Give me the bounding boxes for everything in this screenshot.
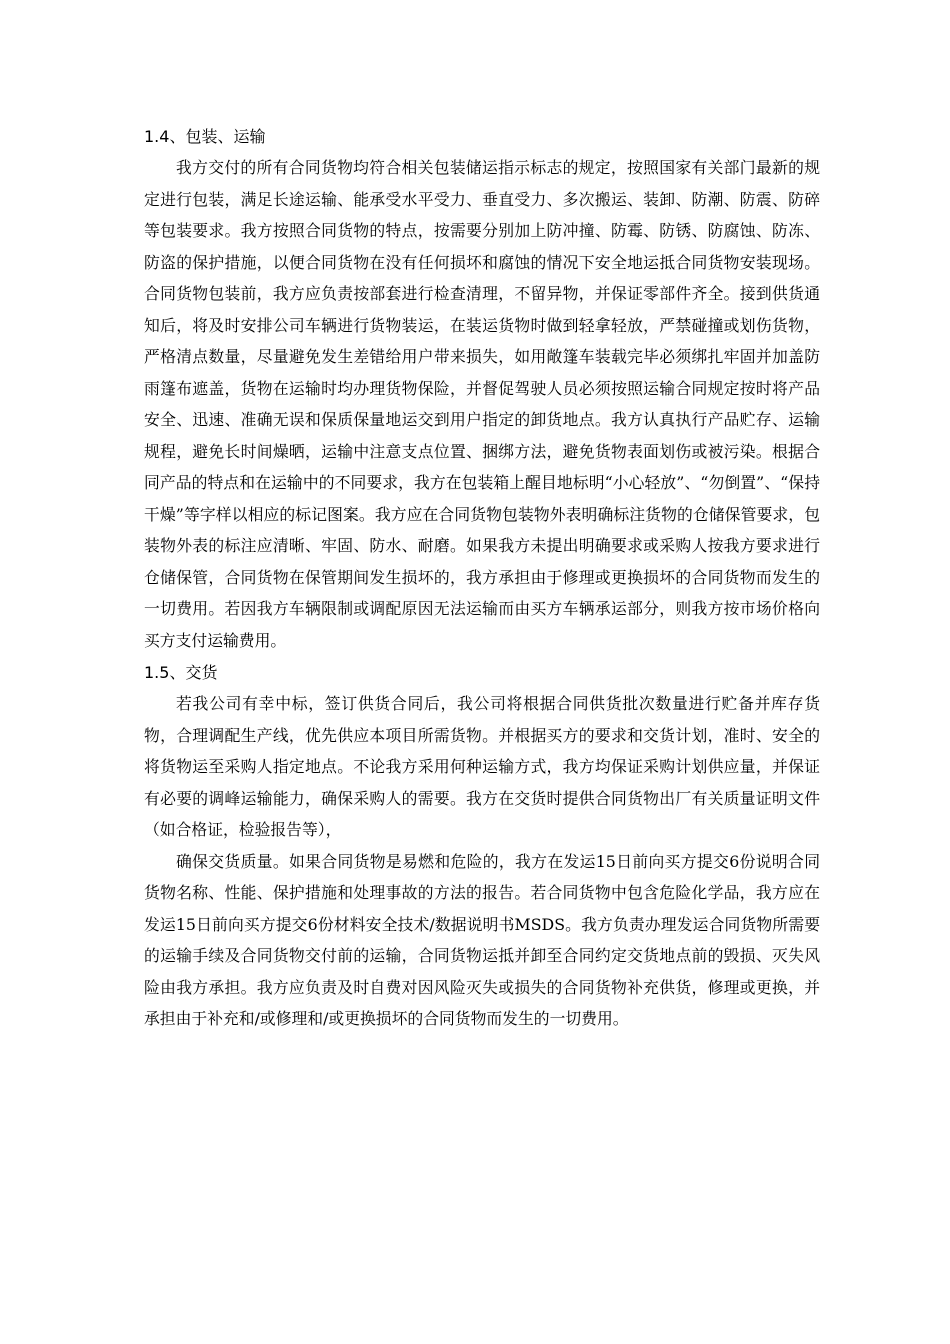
paragraph-delivery-1: 若我公司有幸中标，签订供货合同后，我公司将根据合同供货批次数量进行贮备并库存货物，合理调配生产线，优先供应本项目所需货物。并根据买方的要求和交货计划，准时、安全的将货物运至采购人指定地点。不论我方采用何种运输方式，我方均保证采购计划供应量，并保证有必要的调峰运输能力，确保采购人的需要。我方在交货时提供合同货物出厂有关质量证明文件（如合格证，检验报告等）， (144, 694, 820, 839)
paragraph-delivery-2: 确保交货质量。如果合同货物是易燃和危险的，我方在发运15日前向买方提交6份说明合同货物名称、性能、保护措施和处理事故的方法的报告。若合同货物中包含危险化学品，我方应在发运15日前向买方提交6份材料安全技术/数据说明书MSDS。我方负责办理发运合同货物所需要的运输手续及合同货物交付前的运输，合同货物运抵并卸至合同约定交货地点前的毁损、灭失风险由我方承担。我方应负责及时自费对因风险灭失或损失的合同货物补充供货，修理或更换，并承担由于补充和/或修理和/或更换损坏的合同货物而发生的一切费用。 (144, 851, 820, 1028)
paragraph-packaging-transport: 我方交付的所有合同货物均符合相关包装储运指示标志的规定，按照国家有关部门最新的规定进行包装，满足长途运输、能承受水平受力、垂直受力、多次搬运、装卸、防潮、防震、防碎等包装要求。我方按照合同货物的特点，按需要分别加上防冲撞、防霉、防锈、防腐蚀、防冻、防盗的保护措施，以便合同货物在没有任何损坏和腐蚀的情况下安全地运抵合同货物安装现场。合同货物包装前，我方应负责按部套进行检查清理，不留异物，并保证零部件齐全。接到供货通 知后，将及时安排公司车辆进行货物装运，在装运货物时做到轻拿轻放，严禁碰撞或划伤货物，严格清点数量，尽量避免发生差错给用户带来损失，如用敞篷车装载完毕必须绑扎牢固并加盖防雨篷布遮盖，货物在运输时均办理货物保险，并督促驾驶人员必须按照运输合同规定按时将产品安全、迅速、准确无误和保质保量地运交到用户指定的卸货地点。我方认真执行产品贮存、运输规程，避免长时间燥晒，运输中注意支点位置、捆绑方法，避免货物表面划伤或被污染。根据合同产品的特点和在运输中的不同要求，我方在包装箱上醒目地标明“小心轻放”、“勿倒置”、“保持干燥”等字样以相应的标记图案。我方应在合同货物包装物外表明确标注货物的仓储保管要求，包装物外表的标注应清晰、牢固、防水、耐磨。如果我方未提出明确要求或采购人按我方要求进行仓储保管，合同货物在保管期间发生损坏的，我方承担由于修理或更换损坏的合同货物而发生的一切费用。若因我方车辆限制或调配原因无法运输而由买方车辆承运部分，则我方按市场价格向买方支付运输费用。 (144, 158, 836, 650)
section-heading-packaging-transport: 1.4、包装、运输 (144, 127, 266, 146)
section-heading-delivery: 1.5、交货 (144, 663, 218, 682)
document-body (144, 121, 836, 1035)
